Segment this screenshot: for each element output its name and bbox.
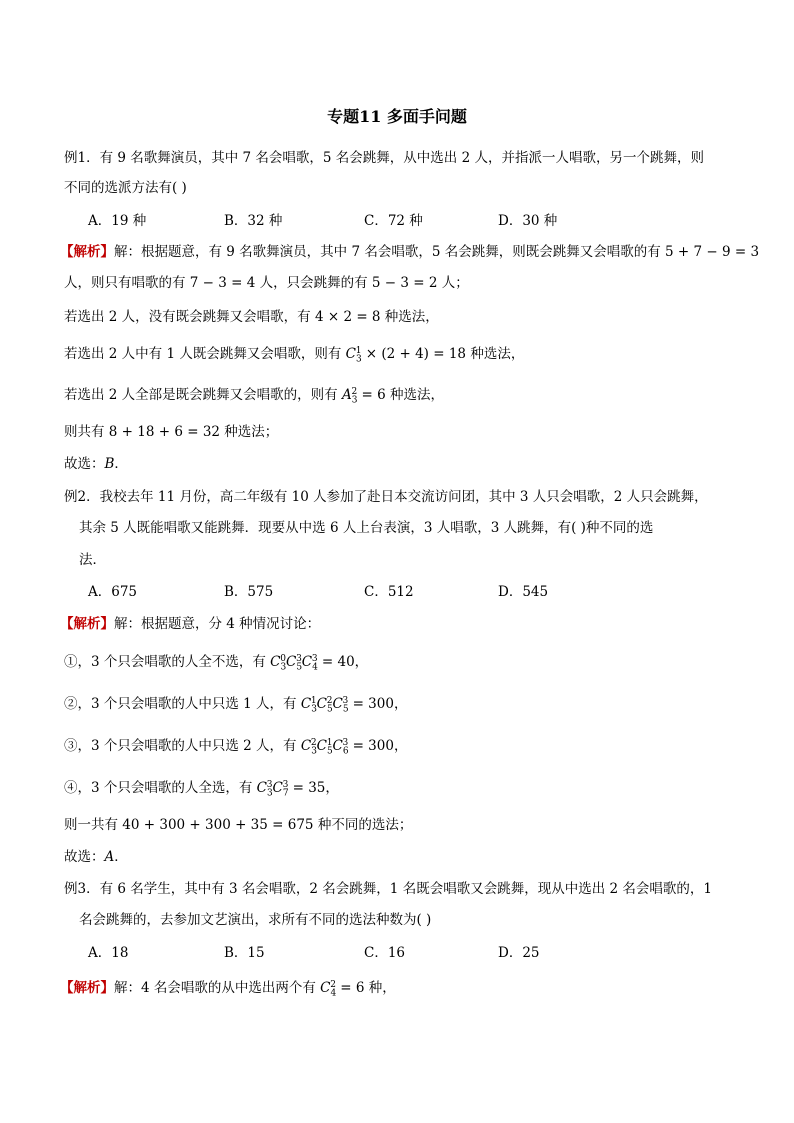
ex1-solution-line6: 则共有 8 + 18 + 6 = 32 种选法； [64,424,279,440]
ex1-solution-text1: 解：根据题意，有 9 名歌舞演员，其中 7 名会唱歌，5 名会跳舞，则既会跳舞又会唱歌的有 5 + 7 − 9 = 3 [114,244,760,260]
ex1-option-c: C．72 种 [364,213,423,229]
ex2-answer-letter: A [104,849,115,865]
comb-sub: 4 [330,988,337,999]
ex1-s4-prefix: 若选出 2 人中有 1 人既会跳舞又会唱歌，则有 [64,346,346,362]
analysis-tag: 【解析】 [60,244,114,260]
comb-sup: 3 [342,737,349,748]
ex2-answer [64,845,128,865]
ex2-case4-suffix: = 35， [288,780,339,796]
ex2-case4 [64,776,339,799]
comb-c: C [345,346,356,362]
comb-sup: 2 [326,695,333,706]
comb-sub: 6 [342,746,349,757]
ex1-option-b: B．32 种 [224,213,283,229]
ex1-answer-end: ． [114,456,128,472]
ex1-s5-suffix: = 6 种选法， [357,387,444,403]
perm-sub: 3 [351,395,358,406]
comb-c: C [256,780,268,796]
ex2-case4-expr [256,779,289,799]
ex1-solution-line3: 若选出 2 人，没有既会跳舞又会唱歌，有 4 × 2 = 8 种选法， [64,309,439,325]
comb-sub: 5 [342,704,349,715]
comb-c: C [316,738,327,754]
comb-sup: 0 [280,653,286,664]
ex3-option-d: D．25 [498,945,540,961]
ex2-answer-prefix: 故选： [64,849,105,865]
comb-sup: 3 [296,653,302,664]
ex3-option-b: B．15 [224,945,265,961]
comb-sub: 5 [327,746,333,757]
ex1-option-a: A．19 种 [88,213,147,229]
ex3-option-c: C．16 [364,945,406,961]
ex2-case4-prefix: ④，3 个只会唱歌的人全选，有 [64,780,257,796]
page-title: 专题11 多面手问题 [327,107,467,126]
ex1-solution-line5 [64,383,444,406]
analysis-tag: 【解析】 [60,616,114,632]
ex2-case2-suffix: = 300， [348,696,408,712]
ex2-case1-prefix: ①，3 个只会唱歌的人全不选，有 [64,654,271,670]
ex1-option-d: D．30 种 [498,213,558,229]
comb-sup: 1 [326,737,333,748]
ex2-case3-expr [300,737,349,757]
comb-c: C [270,654,281,670]
ex2-question-line1: 例2．我校去年 11 月份，高二年级有 10 人参加了赴日本交流访问团，其中 3 人只会唱歌，2 人只会跳舞， [64,489,708,505]
ex2-case3-suffix: = 300， [348,738,408,754]
comb-c: C [320,980,331,996]
ex3-solution-line1 [60,976,396,999]
ex1-solution-line2: 人，则只有唱歌的有 7 − 3 = 4 人，只会跳舞的有 5 − 3 = 2 人； [64,275,469,291]
comb-sup: 3 [282,779,289,790]
ex1-answer-prefix: 故选： [64,456,105,472]
comb-c: C [301,654,313,670]
ex3-solution-prefix: 解：4 名会唱歌的从中选出两个有 [114,980,321,996]
ex2-option-c: C．512 [364,584,414,600]
comb-sub: 3 [280,662,287,673]
comb-sup: 3 [311,653,318,664]
perm-sup: 2 [351,386,358,397]
ex1-solution-line1 [60,240,759,260]
ex2-case1-suffix: = 40， [317,654,369,670]
comb-sub: 5 [327,704,333,715]
comb-sup: 1 [310,695,317,706]
comb-sub: 7 [282,788,289,799]
comb-c: C [332,696,343,712]
comb-sub: 3 [311,704,317,715]
ex2-option-a: A．675 [88,584,138,600]
ex2-case1 [64,650,369,673]
comb-c: C [316,696,327,712]
ex2-solution-line1 [60,612,320,632]
ex3-question-line2: 名会跳舞的，去参加文艺演出，求所有不同的选法种数为( ) [79,912,432,928]
comb-c: C [332,738,343,754]
comb-sup: 2 [330,979,336,990]
analysis-tag: 【解析】 [60,980,114,996]
ex2-case2-prefix: ②，3 个只会唱歌的人中只选 1 人，有 [64,696,301,712]
ex3-option-a: A．18 [88,945,129,961]
ex2-case1-expr [270,653,318,673]
comb-sub: 3 [267,788,273,799]
comb-sub: 3 [311,746,317,757]
comb-sup: 1 [355,345,362,356]
ex2-case2-expr [300,695,349,715]
ex1-answer-letter: B [104,456,115,472]
comb-c: C [272,780,283,796]
ex2-solution-total: 则一共有 40 + 300 + 300 + 35 = 675 种不同的选法； [64,817,413,833]
comb-sup: 3 [266,779,273,790]
comb-c: C [300,696,312,712]
comb-c: C [285,654,297,670]
comb-sub: 3 [355,354,362,365]
ex2-case3-prefix: ③，3 个只会唱歌的人中只选 2 人，有 [64,738,301,754]
ex2-case3 [64,734,408,757]
comb-c: C [300,738,312,754]
comb-sub: 5 [296,662,303,673]
ex2-question-line2: 其余 5 人既能唱歌又能跳舞．现要从中选 6 人上台表演，3 人唱歌，3 人跳舞，有( )种不同的选 [79,520,654,536]
ex2-solution-text1: 解：根据题意，分 4 种情况讨论： [114,616,321,632]
ex1-s5-prefix: 若选出 2 人全部是既会跳舞又会唱歌的，则有 [64,387,342,403]
ex1-question-line1: 例1．有 9 名歌舞演员，其中 7 名会唱歌，5 名会跳舞，从中选出 2 人，并指派一人唱歌，另一个跳舞，则 [64,150,704,166]
ex1-solution-line4 [64,342,525,365]
comb-sup: 3 [342,695,349,706]
ex1-question-line2: 不同的选派方法有( ) [64,180,187,196]
ex3-solution-suffix: = 6 种， [335,980,396,996]
ex2-question-line3: 法． [79,552,106,568]
ex2-answer-end: ． [114,849,128,865]
comb-sup: 2 [310,737,317,748]
perm-a: A [341,387,352,403]
ex1-answer [64,452,128,472]
ex2-option-b: B．575 [224,584,274,600]
ex1-s4-suffix: × (2 + 4) = 18 种选法， [361,346,525,362]
ex2-option-d: D．545 [498,584,549,600]
comb-sub: 4 [312,662,318,673]
ex3-question-line1: 例3．有 6 名学生，其中有 3 名会唱歌，2 名会跳舞，1 名既会唱歌又会跳舞，现从中选出 2 名会唱歌的，1 [64,881,712,897]
ex2-case2 [64,692,408,715]
